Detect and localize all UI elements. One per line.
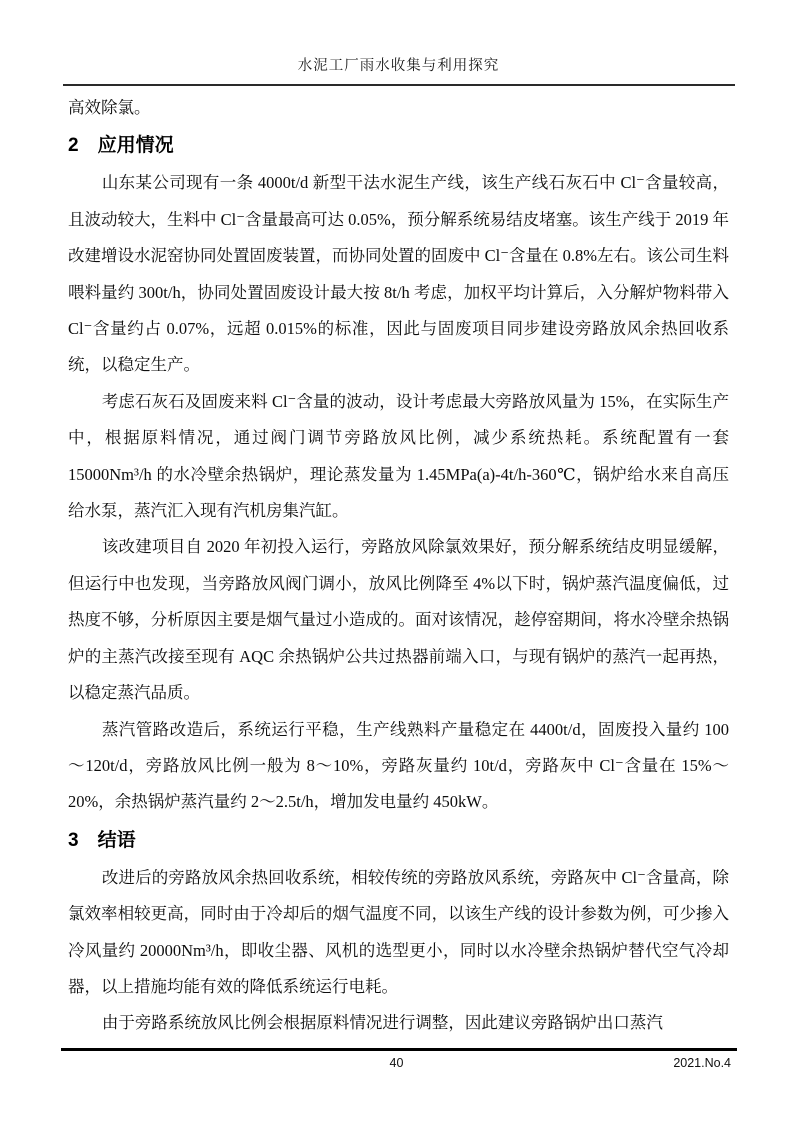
paragraph: 考虑石灰石及固废来料 Cl⁻含量的波动，设计考虑最大旁路放风量为 15%，在实际生产中，根据原料情况，通过阀门调节旁路放风比例，减少系统热耗。系统配置有一套 15000Nm³/h 的水冷壁余热锅炉，理论蒸发量为 1.45MPa(a)-4t/h-360℃，锅炉给水来自高压给水泵，蒸汽汇入现有汽机房集汽缸。	[68, 391, 729, 521]
issue-number: 2021.No.4	[673, 1056, 731, 1070]
paragraph: 该改建项目自 2020 年初投入运行，旁路放风除氯效果好，预分解系统结皮明显缓解，但运行中也发现，当旁路放风阀门调小，放风比例降至 4%以下时，锅炉蒸汽温度偏低，过热度不够，分析原因主要是烟气量过小造成的。面对该情况，趁停窑期间，将水冷壁余热锅炉的主蒸汽改接至现有 AQC 余热锅炉公共过热器前端入口，与现有锅炉的蒸汽一起再热，以稳定蒸汽品质。	[68, 537, 729, 703]
section-heading-2: 2 应用情况	[68, 135, 174, 157]
paragraph-continuation: 高效除氯。	[68, 98, 151, 117]
paragraph: 蒸汽管路改造后，系统运行平稳，生产线熟料产量稳定在 4400t/d，固废投入量约 100～120t/d，旁路放风比例一般为 8～10%，旁路灰量约 10t/d，旁路灰中 Cl⁻含量在 15%～20%，余热锅炉蒸汽量约 2～2.5t/h，增加发电量约 450kW。	[68, 719, 729, 812]
paragraph: 山东某公司现有一条 4000t/d 新型干法水泥生产线，该生产线石灰石中 Cl⁻含量较高，且波动较大，生料中 Cl⁻含量最高可达 0.05%，预分解系统易结皮堵塞。该生产线于 2019 年改建增设水泥窑协同处置固废装置，而协同处置的固废中 Cl⁻含量在 0.8%左右。该公司生料喂料量约 300t/h，协同处置固废设计最大按 8t/h 考虑，加权平均计算后，入分解炉物料带入 Cl⁻含量约占 0.07%，远超 0.015%的标准，因此与固废项目同步建设旁路放风余热回收系统，以稳定生产。	[68, 173, 729, 375]
section-heading-3: 3 结语	[68, 829, 136, 851]
page-body	[68, 90, 729, 1042]
footer-rule	[61, 1048, 737, 1051]
paragraph: 由于旁路系统放风比例会根据原料情况进行调整，因此建议旁路锅炉出口蒸汽	[101, 1013, 663, 1033]
page-number: 40	[389, 1056, 404, 1070]
running-title: 水泥工厂雨水收集与利用探究	[297, 58, 500, 74]
paragraph: 改进后的旁路放风余热回收系统，相较传统的旁路放风系统，旁路灰中 Cl⁻含量高，除氯效率相较更高，同时由于冷却后的烟气温度不同，以该生产线的设计参数为例，可少掺入冷风量约 20000Nm³/h，即收尘器、风机的选型更小，同时以水冷壁余热锅炉替代空气冷却器，以上措施均能有效的降低系统运行电耗。	[68, 867, 729, 996]
header-rule	[63, 84, 735, 86]
